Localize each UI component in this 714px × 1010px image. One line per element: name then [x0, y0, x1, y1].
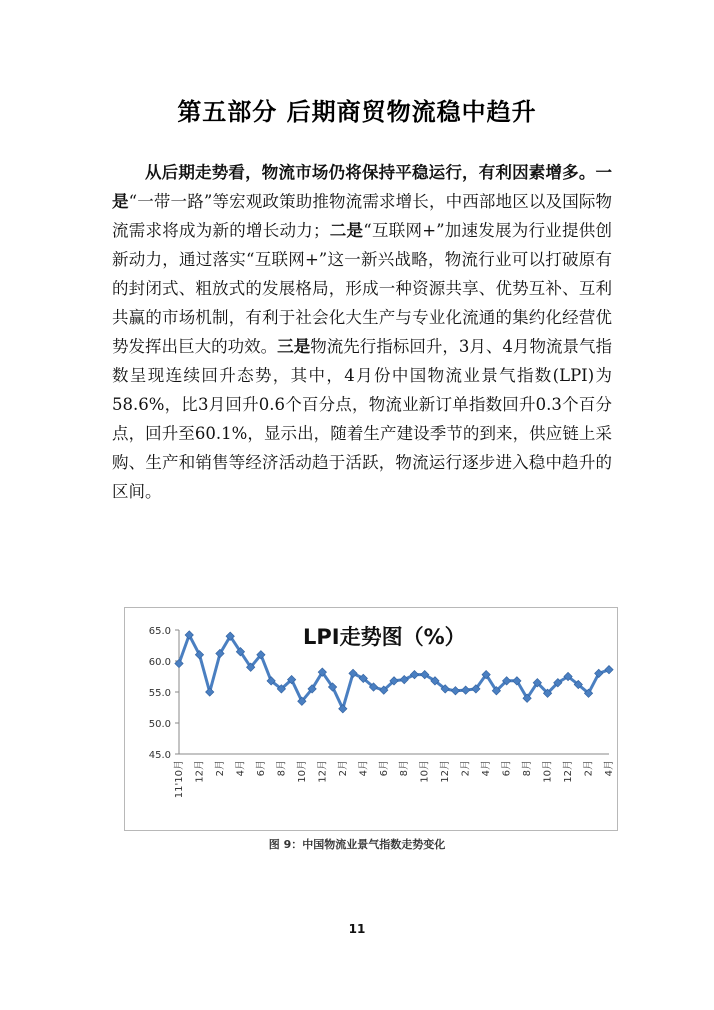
data-point: [605, 665, 613, 673]
x-tick-label: 12月: [440, 760, 452, 783]
x-tick-label: 6月: [501, 760, 513, 777]
figure-caption: 图 9：中国物流业景气指数走势变化: [268, 838, 446, 851]
x-tick-label: 10月: [542, 760, 554, 783]
x-tick-label: 12月: [563, 760, 575, 783]
x-tick-label: 4月: [358, 760, 370, 777]
y-tick-label: 45.0: [148, 750, 171, 761]
chart-title: LPI走势图（%）: [303, 625, 466, 649]
page-number: 11: [348, 922, 366, 936]
x-tick-label: 10月: [296, 760, 308, 783]
page-title: 第五部分 后期商贸物流稳中趋升: [177, 98, 537, 126]
y-tick-label: 55.0: [148, 688, 171, 699]
lpi-chart: [124, 607, 618, 831]
x-tick-label: 8月: [399, 760, 411, 777]
x-tick-label: 2月: [460, 760, 472, 777]
point-one-text: “一带一路”等宏观政策助推物流需求增长，中西部地区以及国际物流需求将成为新的增长动力；: [112, 192, 612, 240]
x-tick-label: 12月: [194, 760, 206, 783]
x-tick-label: 12月: [317, 760, 329, 783]
y-tick-label: 60.0: [148, 657, 171, 668]
x-tick-label: 4月: [604, 760, 615, 777]
x-tick-label: 6月: [255, 760, 267, 777]
x-tick-label: 2月: [337, 760, 349, 777]
x-tick-label: 4月: [235, 760, 247, 777]
data-point: [451, 687, 459, 695]
data-point: [206, 688, 214, 696]
x-tick-label: 2月: [214, 760, 226, 777]
x-tick-label: 8月: [522, 760, 534, 777]
point-three-text: 物流先行指标回升，3月、4月物流景气指数呈现连续回升态势，其中，4月份中国物流业景气指数(LPI)为58.6%，比3月回升0.6个百分点，物流业新订单指数回升0.3个百分点，回升至60.1%，显示出，随着生产建设季节的到来，供应链上采购、生产和销售等经济活动趋于活跃，物流运行逐步进入稳中趋升的区间。: [112, 337, 613, 501]
data-point: [461, 686, 469, 694]
lpi-chart-svg: [125, 608, 617, 830]
x-tick-label: 4月: [481, 760, 493, 777]
x-tick-label: 10月: [419, 760, 431, 783]
x-tick-label: 6月: [378, 760, 390, 777]
x-tick-label: 2月: [583, 760, 595, 777]
y-tick-label: 50.0: [148, 719, 171, 730]
point-two-text: “互联网+”加速发展为行业提供创新动力，通过落实“互联网+”这一新兴战略，物流行业可以打破原有的封闭式、粗放式的发展格局，形成一种资源共享、优势互补、互利共赢的市场机制，有利于社会化大生产与专业化流通的集约化经营优势发挥出巨大的功效。: [112, 221, 613, 356]
y-tick-label: 65.0: [148, 626, 171, 637]
x-tick-label: 11'10月: [174, 760, 185, 799]
marker-one: 一是: [112, 163, 612, 211]
x-tick-label: 8月: [276, 760, 288, 777]
marker-two: 二是: [329, 221, 364, 240]
body-paragraph: [112, 158, 612, 506]
paragraph-lead: 从后期走势看，物流市场仍将保持平稳运行，有利因素增多。: [145, 163, 596, 182]
marker-three: 三是: [277, 337, 311, 356]
